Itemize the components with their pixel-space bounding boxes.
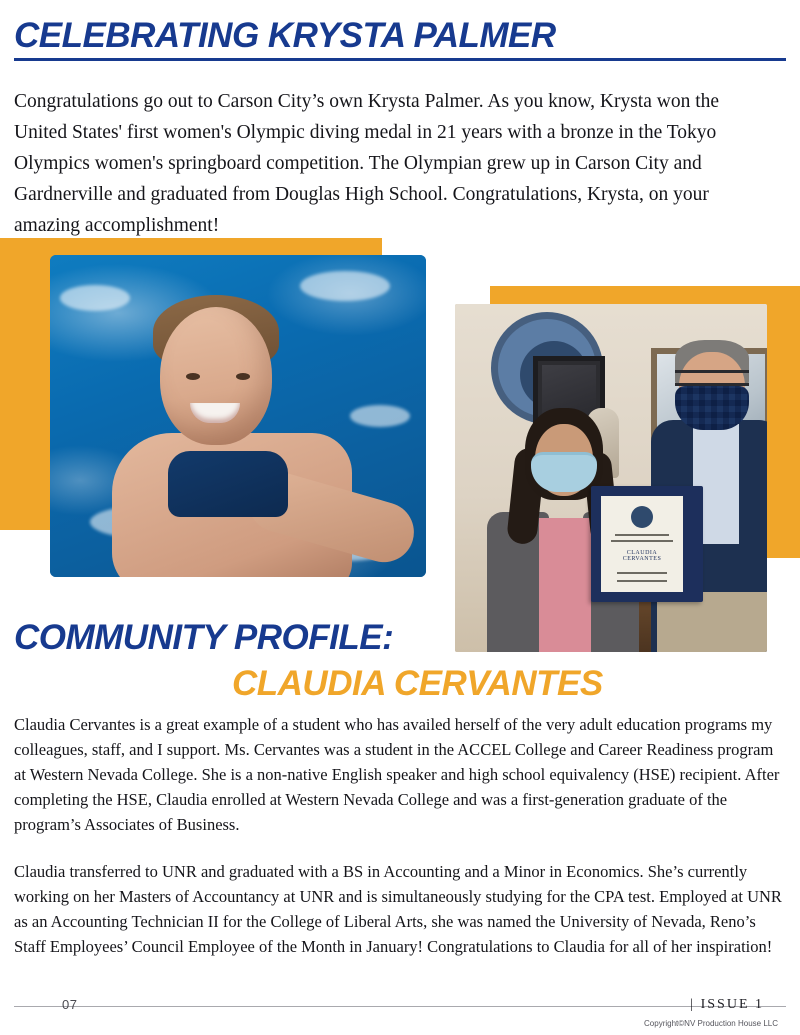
headline-divider — [14, 58, 786, 61]
community-profile-heading: COMMUNITY PROFILE: — [14, 618, 394, 657]
issue-label: | ISSUE 1 — [690, 997, 764, 1012]
certificate-crest-icon — [631, 506, 653, 528]
swimmer-eye-right — [236, 373, 250, 380]
krysta-palmer-photo — [50, 255, 426, 577]
swimmer-eye-left — [186, 373, 200, 380]
swimmer-head — [160, 307, 272, 445]
copyright-notice: Copyright©NV Production House LLC — [644, 1019, 778, 1028]
claudia-cervantes-photo — [455, 304, 767, 652]
profile-body-copy — [14, 712, 786, 959]
certificate-text-line — [611, 540, 673, 542]
certificate-text-line — [617, 572, 667, 574]
glasses-icon — [675, 370, 749, 386]
blue-face-mask — [531, 452, 597, 492]
water-splash — [300, 271, 390, 301]
certificate-text-line — [615, 534, 669, 536]
certificate-text-line — [617, 580, 667, 582]
profile-paragraph-1: Claudia Cervantes is a great example of a student who has availed herself of the very adult education programs my colleagues, staff, and I support. Ms. Cervantes was a student in the ACCEL College and Career Readiness program at Western Nevada College. She is a non-native English speaker and high school equivalency (HSE) recipient. After completing the HSE, Claudia enrolled at Western Nevada College and was a first-generation graduate of the program’s Associates of Business. — [14, 715, 780, 834]
footer-divider — [14, 1006, 786, 1007]
page-title: CELEBRATING KRYSTA PALMER — [14, 16, 556, 55]
certificate-paper — [601, 496, 683, 592]
plaid-face-mask — [675, 386, 749, 430]
headline-block — [14, 18, 786, 61]
water-splash — [60, 285, 130, 311]
intro-paragraph: Congratulations go out to Carson City’s own Krysta Palmer. As you know, Krysta won the United States' first women's Olympic diving medal in 21 years with a bronze in the Tokyo Olympics women's springboard competition. The Olympian grew up in Carson City and Gardnerville and graduated from Douglas High School. Congratulations, Krysta, on your amazing accomplishment! — [14, 91, 720, 236]
community-profile-subheading: CLAUDIA CERVANTES — [232, 664, 603, 703]
claudia-shirt — [539, 518, 591, 652]
page-number: 07 — [62, 997, 78, 1012]
profile-paragraph-2: Claudia transferred to UNR and graduated with a BS in Accounting and a Minor in Economics. She’s currently working on her Masters of Accountancy at UNR and is simultaneously studying for the CPA test. Employed at UNR as an Accounting Technician II for the College of Liberal Arts, she was named the University of Nevada, Reno’s Staff Employees’ Council Employee of the Month in January! Congratulations to Claudia for all of her inspiration! — [14, 862, 782, 956]
water-splash — [350, 405, 410, 427]
swimsuit — [168, 451, 288, 517]
award-certificate — [591, 486, 703, 602]
certificate-recipient-name: CLAUDIA CERVANTES — [622, 550, 662, 562]
